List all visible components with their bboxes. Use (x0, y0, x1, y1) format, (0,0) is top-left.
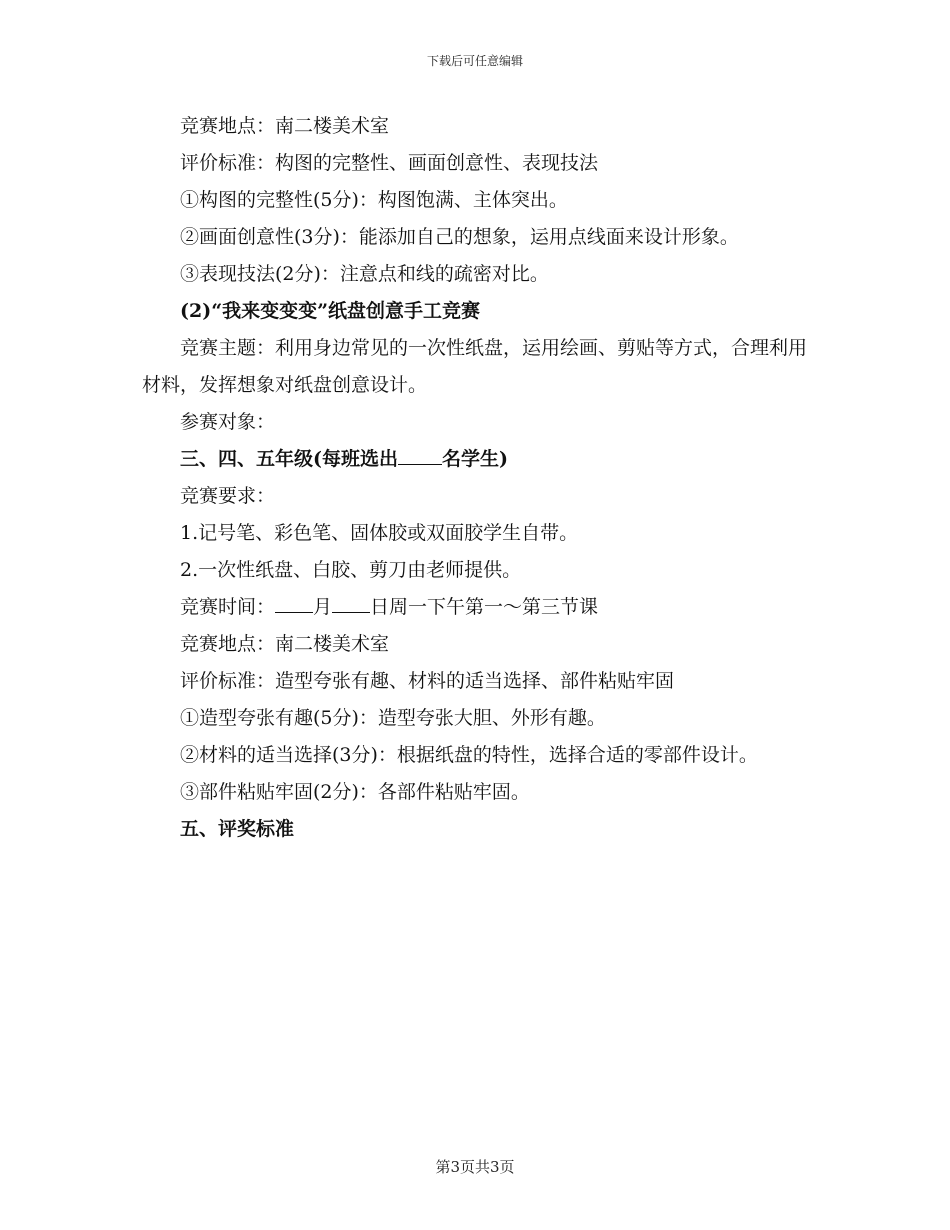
paragraph-criteria-2-item-2: ②材料的适当选择(3分)：根据纸盘的特性，选择合适的零部件设计。 (180, 744, 758, 766)
paragraph-criteria-2-item-1: ①造型夸张有趣(5分)：造型夸张大胆、外形有趣。 (180, 707, 606, 729)
grades-text-end: 名学生) (442, 448, 508, 470)
month-text: 月 (313, 596, 333, 618)
paragraph-location-2: 竞赛地点：南二楼美术室 (180, 633, 390, 655)
paragraph-grades (142, 441, 810, 478)
paragraph-criteria: 评价标准：构图的完整性、画面创意性、表现技法 (180, 152, 599, 174)
section-heading-paper-plate: (2)“我来变变变”纸盘创意手工竞赛 (180, 300, 481, 322)
paragraph-criteria-2-item-3: ③部件粘贴牢固(2分)：各部件粘贴牢固。 (180, 781, 530, 803)
fill-in-blank (398, 442, 442, 465)
paragraph-criteria-2: 评价标准：造型夸张有趣、材料的适当选择、部件粘贴牢固 (180, 670, 675, 692)
time-rest: 日周一下午第一～第三节课 (370, 596, 599, 618)
month-blank (275, 590, 313, 613)
paragraph-criteria-item-1: ①构图的完整性(5分)：构图饱满、主体突出。 (180, 189, 568, 211)
paragraph-criteria-item-3: ③表现技法(2分)：注意点和线的疏密对比。 (180, 263, 549, 285)
paragraph-theme: 竞赛主题：利用身边常见的一次性纸盘，运用绘画、剪贴等方式，合理利用材料，发挥想象对纸盘创意设计。 (142, 337, 808, 396)
page-header: 下载后可任意编辑 (426, 54, 523, 68)
time-label: 竞赛时间： (180, 596, 276, 618)
paragraph-time (142, 589, 810, 626)
grades-text: 三、四、五年级(每班选出 (180, 448, 398, 470)
section-heading-awards: 五、评奖标准 (180, 818, 295, 840)
paragraph-requirements: 竞赛要求： (180, 485, 276, 507)
day-blank (332, 590, 370, 613)
paragraph-requirement-1: 1.记号笔、彩色笔、固体胶或双面胶学生自带。 (180, 522, 579, 544)
page-footer: 第3页共3页 (435, 1158, 515, 1176)
paragraph-criteria-item-2: ②画面创意性(3分)：能添加自己的想象，运用点线面来设计形象。 (180, 226, 739, 248)
paragraph-requirement-2: 2.一次性纸盘、白胶、剪刀由老师提供。 (180, 559, 522, 581)
document-body (142, 108, 810, 848)
paragraph-location: 竞赛地点：南二楼美术室 (180, 115, 390, 137)
paragraph-participants: 参赛对象： (180, 411, 276, 433)
